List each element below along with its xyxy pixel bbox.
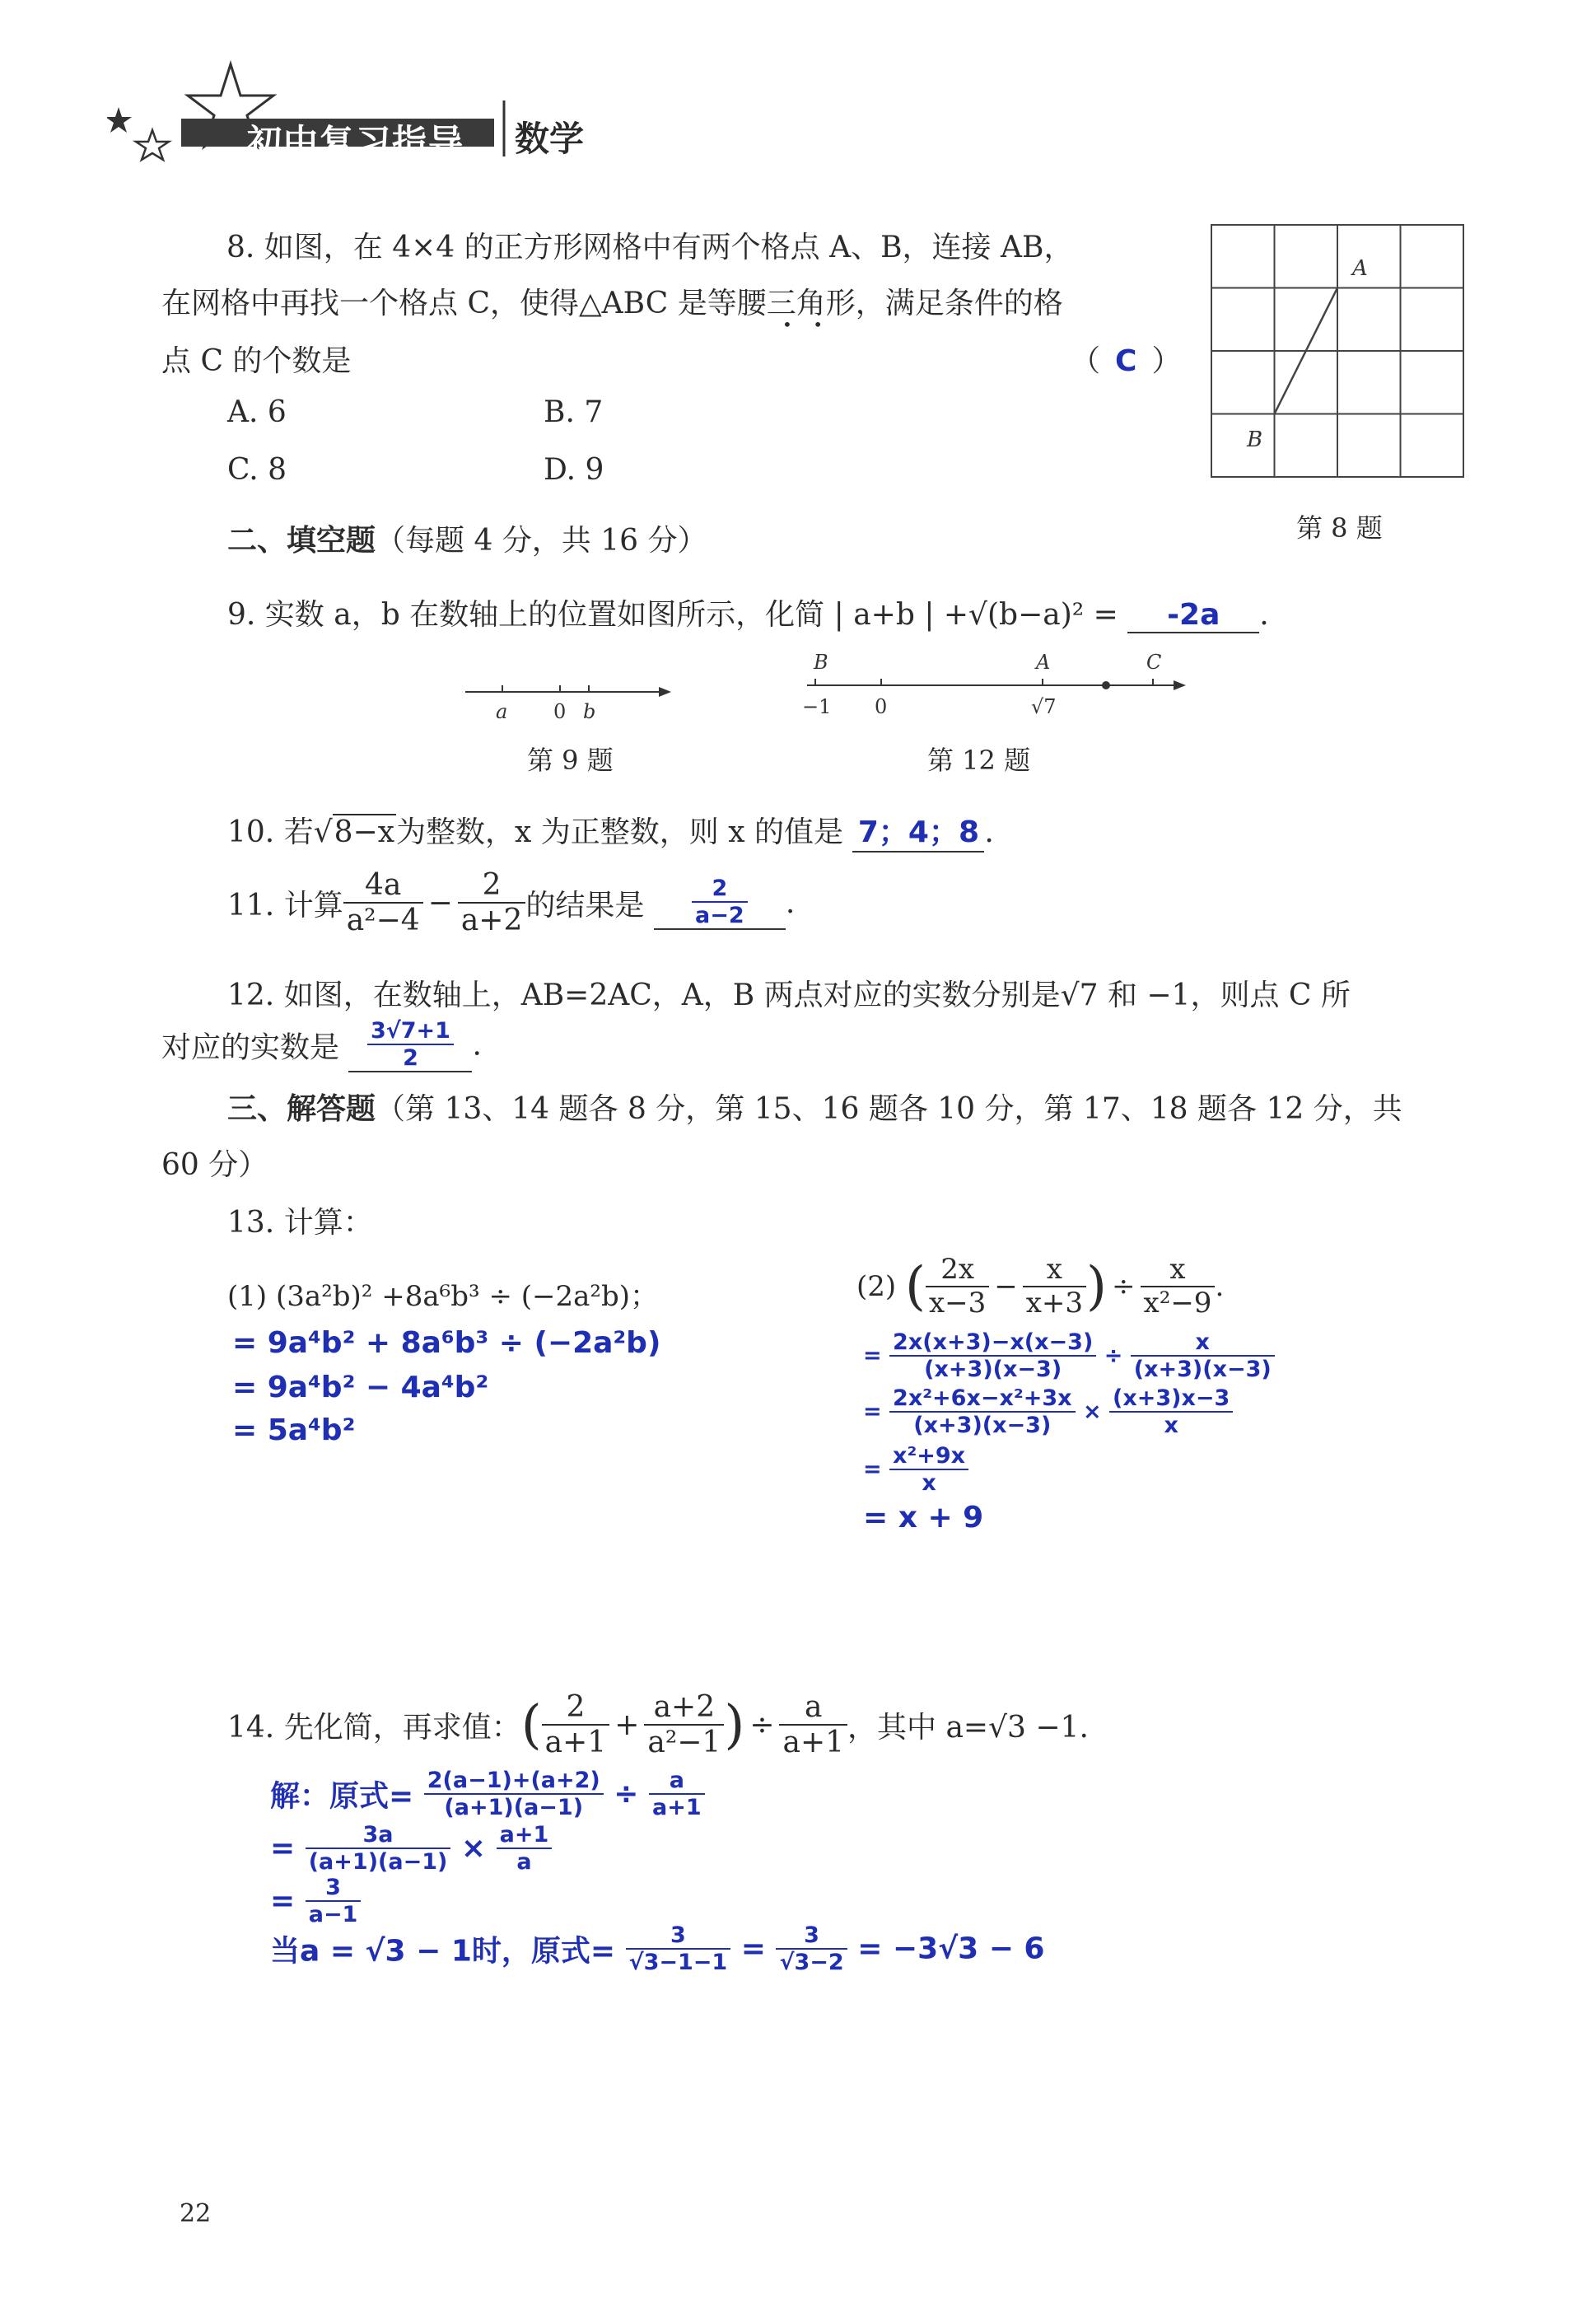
- q10-text: 10. 若√8−x为整数，x 为正整数，则 x 的值是 7；4；8 .: [227, 809, 994, 853]
- grid-label-b: B: [1247, 427, 1263, 452]
- q8-answer-bracket: （ C ）: [1071, 344, 1182, 378]
- q14-text: 14. 先化简，再求值：( $\frac{2}{a+1}$ + $\frac{a+2}{\text{a²−1}}$ ) ÷ $\frac{a}{a+1}$ ，其中 a=√3 −1.: [227, 1690, 1089, 1760]
- q12-number-line: [791, 642, 1194, 725]
- q8-line3: 点 C 的个数是: [161, 344, 352, 378]
- q14-step1: 解：原式= $\frac{2(a-1)+(a+2)}{(a+1)(a-1)}$ ÷ $\frac{a}{a+1}$: [270, 1768, 705, 1820]
- page-number: 22: [180, 2199, 212, 2228]
- section3-heading-cont: 60 分）: [161, 1148, 268, 1182]
- q12-line2: 对应的实数是 $\frac{3√7+1}{2}$ .: [161, 1018, 482, 1072]
- q14-step3: = $\frac{3}{a-1}$: [270, 1875, 361, 1927]
- q8-option-a: A. 6: [227, 395, 287, 429]
- q13-title: 13. 计算：: [227, 1206, 373, 1240]
- q14-step4: 当a = √3 − 1时，原式= $\frac{3}{√3-1-1}$ = $\frac{3}{√3-2}$ = −3√3 − 6: [270, 1922, 1045, 1976]
- header-subject: 数学: [515, 119, 585, 159]
- q8-option-d: D. 9: [544, 453, 604, 487]
- grid-label-a: A: [1352, 256, 1368, 281]
- section2-heading: 二、填空题（每题 4 分，共 16 分）: [227, 524, 707, 558]
- q8-line1: 8. 如图，在 4×4 的正方形网格中有两个格点 A、B，连接 AB，: [226, 231, 1074, 264]
- q9-fig-caption: 第 9 题: [527, 745, 614, 776]
- q12-axis-zero: 0: [875, 695, 888, 718]
- q13-p2-step1: = $\frac{2x(x+3)-x(x-3)}{(x+3)(x-3)}$ ÷ $\frac{x}{(x+3)(x-3)}$: [863, 1329, 1275, 1382]
- q13-p1-step1: = 9a⁴b² + 8a⁶b³ ÷ (−2a²b): [232, 1326, 661, 1360]
- q11-answer: $\frac{2}{a-2}$: [692, 876, 748, 928]
- q9-text: 9. 实数 a，b 在数轴上的位置如图所示，化简 | a+b | +√(b−a)² = -2a .: [227, 598, 1269, 632]
- q14-step2: = $\frac{3a}{(a+1)(a-1)}$ × $\frac{a+1}{a}$: [270, 1822, 552, 1875]
- q12-fig-caption: 第 12 题: [927, 745, 1031, 776]
- q13-part1: (1) (3a²b)² +8a⁶b³ ÷ (−2a²b)；: [227, 1280, 659, 1313]
- q9-axis-b: b: [583, 700, 596, 723]
- q9-answer: -2a: [1167, 598, 1220, 632]
- q12-axis-sqrt7: √7: [1031, 695, 1057, 718]
- q8-line2: 在网格中再找一个格点 C，使得△ABC 是等腰三角形，满足条件的格: [161, 287, 1063, 320]
- q9-axis-zero: 0: [553, 700, 567, 723]
- q8-option-b: B. 7: [544, 395, 604, 429]
- emphasis-dots: • •: [782, 315, 824, 334]
- q8-fig-caption: 第 8 题: [1296, 512, 1383, 544]
- q8-grid-figure: [1211, 224, 1468, 481]
- q10-answer: 7；4；8: [857, 815, 979, 849]
- q11-text: 11. 计算 $\frac{4a}{\text{a²−4}}$ − $\frac{2}{a+2}$ 的结果是 $\frac{2}{a-2}$ .: [227, 868, 796, 938]
- q12-axis-a: A: [1036, 651, 1051, 674]
- q9-number-line: [461, 667, 675, 725]
- q13-p2-step2: = $\frac{\text{2x²+6x−x²+3x}}{(x+3)(x-3)}$ × $\frac{(x+3)x-3}{x}$: [863, 1385, 1233, 1438]
- q13-p1-step3: = 5a⁴b²: [232, 1413, 356, 1447]
- q8-answer: C: [1115, 344, 1137, 378]
- q13-p2-step3: = $\frac{\text{x²+9x}}{x}$: [863, 1443, 968, 1496]
- q12-line1: 12. 如图，在数轴上，AB=2AC，A，B 两点对应的实数分别是√7 和 −1，则点 C 所: [227, 979, 1351, 1012]
- q9-axis-a: a: [496, 700, 508, 723]
- q13-p2-step4: = x + 9: [863, 1501, 984, 1535]
- header-series-title: 初中复习指导: [247, 122, 465, 162]
- q13-part2: (2) ( $\frac{2x}{x-3}$ − $\frac{x}{x+3}$ ) ÷ $\frac{x}{\text{x²−9}}$ .: [856, 1253, 1225, 1320]
- q8-option-c: C. 8: [227, 453, 287, 487]
- q13-p1-step2: = 9a⁴b² − 4a⁴b²: [232, 1371, 489, 1404]
- q12-axis-c: C: [1146, 651, 1162, 674]
- section3-heading: 三、解答题（第 13、14 题各 8 分，第 15、16 题各 10 分，第 17、18 题各 12 分，共: [227, 1092, 1402, 1126]
- q12-axis-b: B: [814, 651, 828, 674]
- q12-axis-minus-one: −1: [802, 695, 832, 718]
- q12-answer: $\frac{3√7+1}{2}$: [367, 1018, 454, 1071]
